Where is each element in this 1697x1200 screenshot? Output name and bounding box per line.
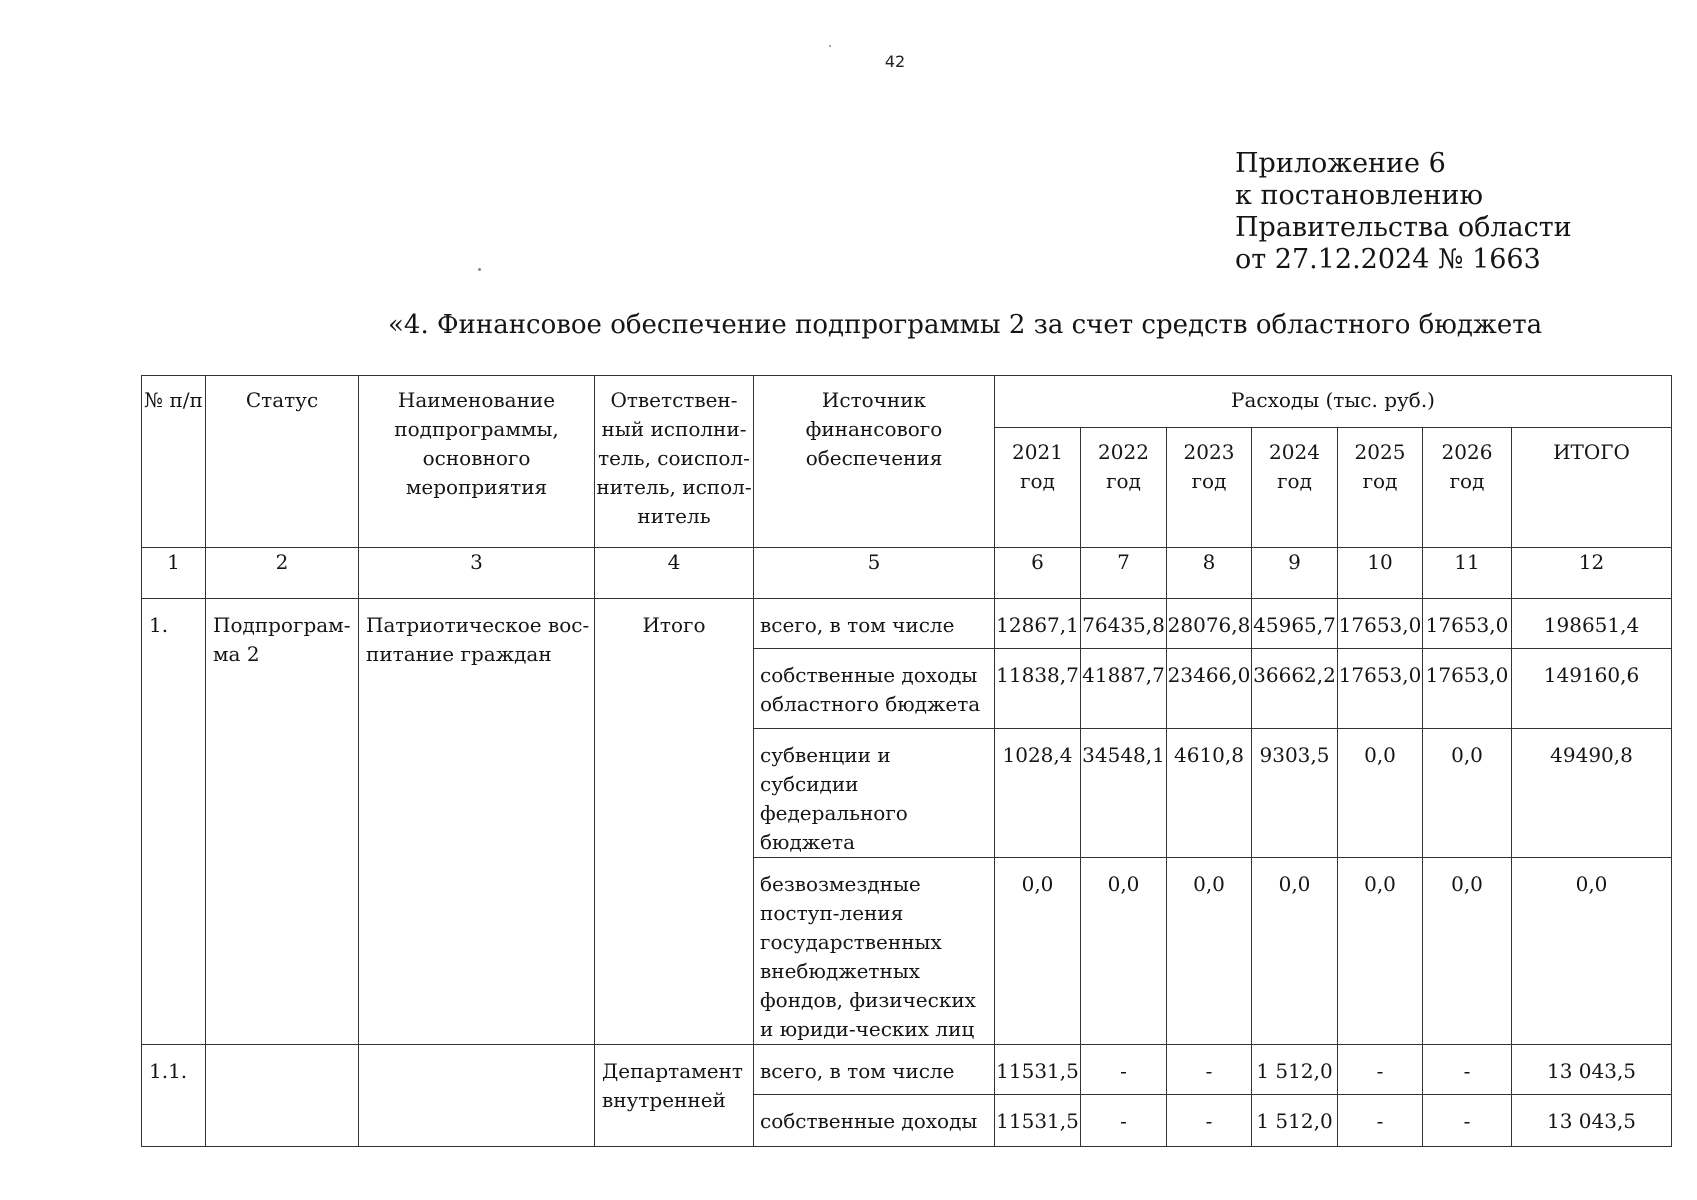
value-cell: 1 512,0 (1252, 1045, 1338, 1095)
value-cell: 1 512,0 (1252, 1095, 1338, 1147)
value-cell: - (1167, 1095, 1252, 1147)
funding-source: всего, в том числе (754, 599, 995, 649)
total-cell: 149160,6 (1512, 649, 1672, 729)
appendix-block (1235, 148, 1572, 276)
value-cell: 17653,0 (1423, 649, 1512, 729)
header-row (142, 376, 1672, 428)
value-cell: - (1423, 1095, 1512, 1147)
appendix-line: от 27.12.2024 № 1663 (1235, 244, 1541, 275)
row-name: Патриотическое вос-питание граждан (359, 599, 595, 1045)
total-cell: 198651,4 (1512, 599, 1672, 649)
value-cell: 28076,8 (1167, 599, 1252, 649)
row-executor: Итого (595, 599, 754, 1045)
row-executor: Департамент внутренней (595, 1045, 754, 1147)
header-year: 2025 год (1338, 428, 1423, 548)
value-cell: 0,0 (1167, 858, 1252, 1045)
funding-source: собственные доходы (754, 1095, 995, 1147)
value-cell: 0,0 (995, 858, 1081, 1045)
scan-speck (478, 268, 481, 271)
column-number: 1 (142, 548, 206, 599)
column-number: 6 (995, 548, 1081, 599)
header-num: № п/п (142, 376, 206, 548)
value-cell: - (1338, 1045, 1423, 1095)
value-cell: 23466,0 (1167, 649, 1252, 729)
table-row (142, 599, 1672, 649)
page-number: 42 (884, 52, 906, 71)
header-status: Статус (206, 376, 359, 548)
column-number: 5 (754, 548, 995, 599)
row-status (206, 1045, 359, 1147)
value-cell: - (1081, 1045, 1167, 1095)
column-number: 4 (595, 548, 754, 599)
row-num: 1. (142, 599, 206, 1045)
value-cell: 0,0 (1081, 858, 1167, 1045)
row-status: Подпрограм-ма 2 (206, 599, 359, 1045)
value-cell: 17653,0 (1423, 599, 1512, 649)
header-expenses: Расходы (тыс. руб.) (995, 376, 1672, 428)
value-cell: 76435,8 (1081, 599, 1167, 649)
value-cell: 0,0 (1338, 858, 1423, 1045)
column-number: 12 (1512, 548, 1672, 599)
value-cell: - (1423, 1045, 1512, 1095)
table-row (142, 1045, 1672, 1095)
value-cell: 0,0 (1423, 858, 1512, 1045)
column-number: 3 (359, 548, 595, 599)
header-year: 2026 год (1423, 428, 1512, 548)
value-cell: - (1167, 1045, 1252, 1095)
scan-speck (829, 45, 831, 47)
value-cell: 11531,5 (995, 1045, 1081, 1095)
value-cell: 12867,1 (995, 599, 1081, 649)
column-number: 2 (206, 548, 359, 599)
value-cell: 1028,4 (995, 729, 1081, 858)
header-year: 2021 год (995, 428, 1081, 548)
value-cell: 34548,1 (1081, 729, 1167, 858)
funding-source: собственные доходы областного бюджета (754, 649, 995, 729)
value-cell: 0,0 (1338, 729, 1423, 858)
value-cell: 0,0 (1252, 858, 1338, 1045)
value-cell: 17653,0 (1338, 649, 1423, 729)
row-name (359, 1045, 595, 1147)
header-year: 2023 год (1167, 428, 1252, 548)
value-cell: 4610,8 (1167, 729, 1252, 858)
appendix-line: Правительства области (1235, 212, 1572, 243)
header-executor: Ответствен-ный исполни-тель, соиспол-нитель, испол-нитель (595, 376, 754, 548)
row-num: 1.1. (142, 1045, 206, 1147)
funding-source: безвозмездные поступ-ления государственных внебюджетных фондов, физических и юриди-ческих лиц (754, 858, 995, 1045)
header-year: 2022 год (1081, 428, 1167, 548)
funding-source: субвенции и субсидии федерального бюджета (754, 729, 995, 858)
total-cell: 49490,8 (1512, 729, 1672, 858)
header-name: Наименование подпрограммы, основного мероприятия (359, 376, 595, 548)
value-cell: 41887,7 (1081, 649, 1167, 729)
column-number: 11 (1423, 548, 1512, 599)
value-cell: - (1081, 1095, 1167, 1147)
total-cell: 13 043,5 (1512, 1095, 1672, 1147)
appendix-line: Приложение 6 (1235, 148, 1446, 179)
total-cell: 0,0 (1512, 858, 1672, 1045)
total-cell: 13 043,5 (1512, 1045, 1672, 1095)
column-number: 7 (1081, 548, 1167, 599)
value-cell: 36662,2 (1252, 649, 1338, 729)
value-cell: - (1338, 1095, 1423, 1147)
document-title: «4. Финансовое обеспечение подпрограммы 2 за счет средств областного бюджета (388, 310, 1543, 340)
value-cell: 11838,7 (995, 649, 1081, 729)
financing-table (141, 375, 1672, 1147)
column-number: 8 (1167, 548, 1252, 599)
value-cell: 0,0 (1423, 729, 1512, 858)
column-number: 10 (1338, 548, 1423, 599)
header-source: Источник финансового обеспечения (754, 376, 995, 548)
header-year: 2024 год (1252, 428, 1338, 548)
value-cell: 45965,7 (1252, 599, 1338, 649)
value-cell: 9303,5 (1252, 729, 1338, 858)
column-number-row (142, 548, 1672, 599)
header-total: ИТОГО (1512, 428, 1672, 548)
value-cell: 17653,0 (1338, 599, 1423, 649)
appendix-line: к постановлению (1235, 180, 1483, 211)
funding-source: всего, в том числе (754, 1045, 995, 1095)
column-number: 9 (1252, 548, 1338, 599)
value-cell: 11531,5 (995, 1095, 1081, 1147)
